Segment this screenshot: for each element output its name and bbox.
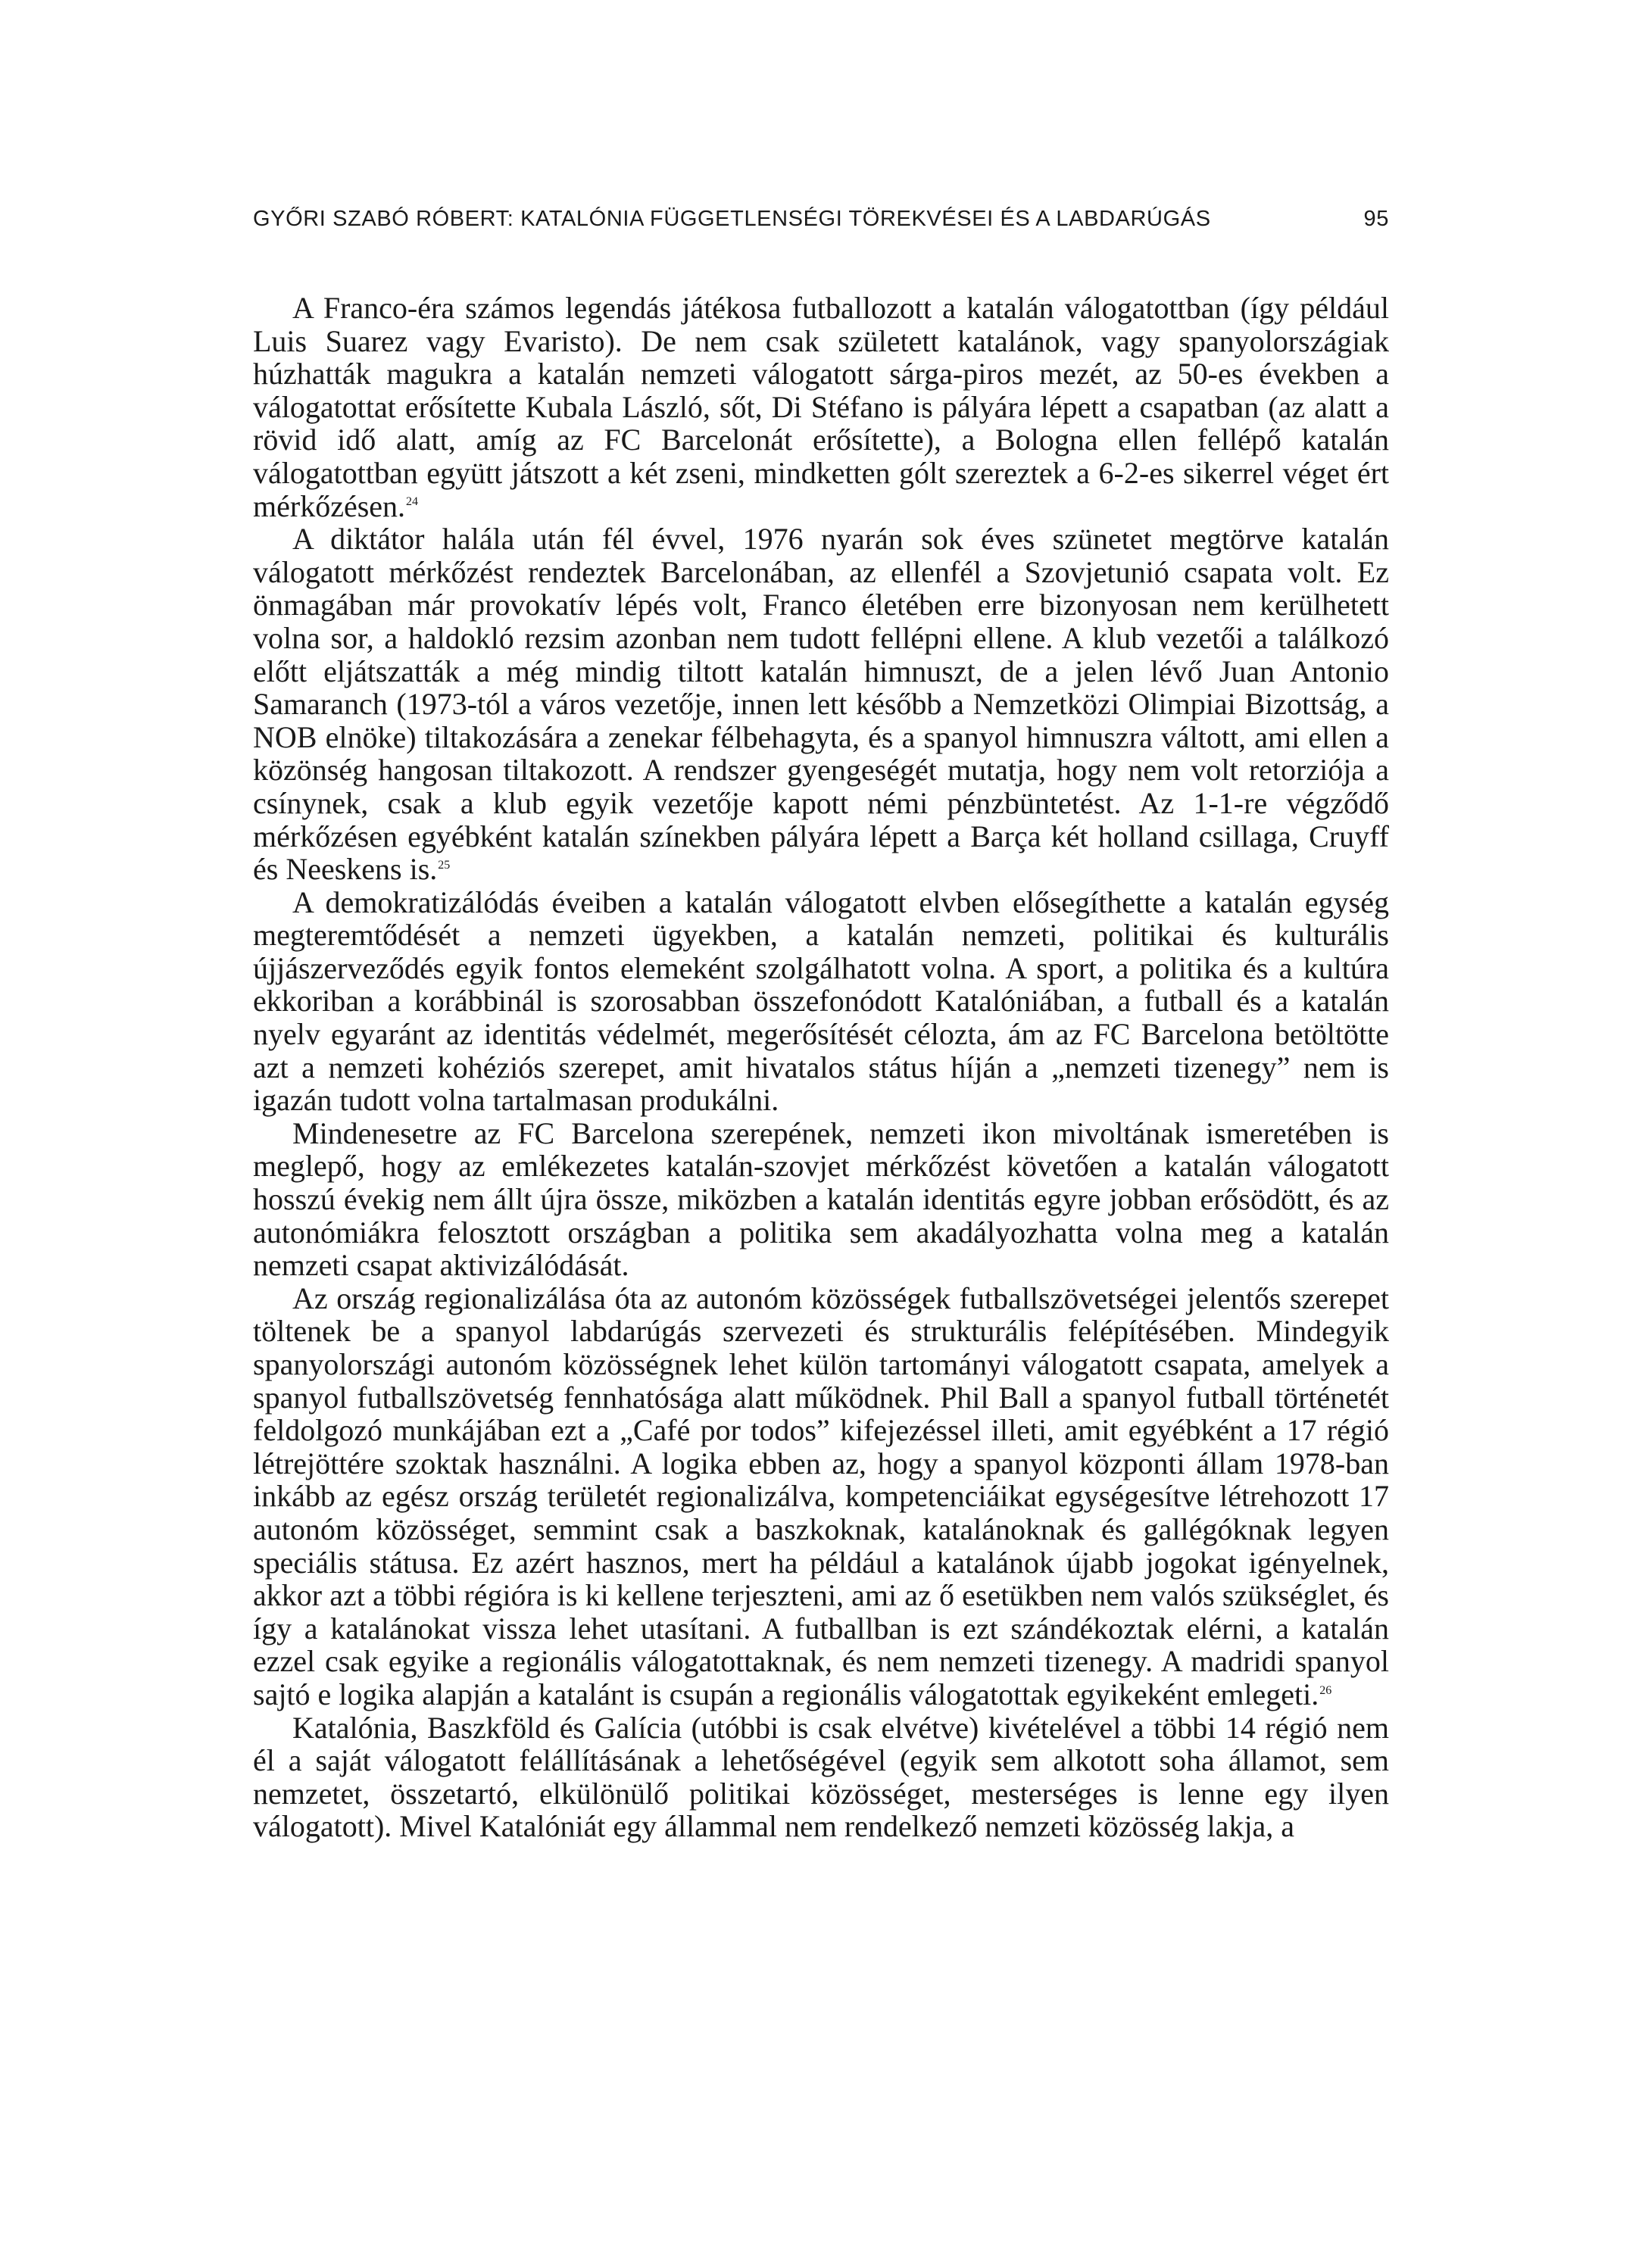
paragraph [253,886,1389,1117]
page-number: 95 [1363,207,1389,231]
paragraph [253,1282,1389,1711]
paragraph [253,1117,1389,1282]
header-title: GYŐRI SZABÓ RÓBERT: KATALÓNIA FÜGGETLENSÉGI TÖREKVÉSEI ÉS A LABDARÚGÁS [253,207,1211,231]
paragraph [253,1711,1389,1843]
footnote-ref: 24 [406,495,419,509]
body-text [253,292,1389,1843]
paragraph-text: A diktátor halála után fél évvel, 1976 nyarán sok éves szünetet megtörve katalán válogatott mérkőzést rendeztek Barcelonában, az ellenfél a Szovjetunió csapata volt. Ez önmagában már provokatív lépés volt, Franco életében erre bizonyosan nem kerülhetett volna sor, a haldokló rezsim azonban nem tudott fellépni ellene. A klub vezetői a találkozó előtt eljátszatták a még mindig tiltott katalán himnuszt, de a jelen lévő Juan Antonio Samaranch (1973-tól a város vezetője, innen lett később a Nemzetközi Olimpiai Bizottság, a NOB elnöke) tiltakozására a zenekar félbehagyta, és a spanyol himnuszra váltott, ami ellen a közönség hangosan tiltakozott. A rendszer gyengeségét mutatja, hogy nem volt retorziója a csínynek, csak a klub egyik vezetője kapott némi pénzbüntetést. Az 1-1-re végződő mérkőzésen egyébként katalán színekben pályára lépett a Barça két holland csillaga, Cruyff és Neeskens is. [253,522,1389,887]
paragraph [253,292,1389,523]
footnote-ref: 26 [1319,1683,1332,1697]
paragraph-text: Katalónia, Baszkföld és Galícia (utóbbi is csak elvétve) kivételével a többi 14 régió nem él a saját válogatott felállításának a lehetőségével (egyik sem alkotott soha államot, sem nemzetet, összetartó, elkülönülő politikai közösséget, mesterséges is lenne egy ilyen válogatott). Mivel Katalóniát egy állammal nem rendelkező nemzeti közösség lakja, a [253,1710,1389,1844]
paragraph-text: A demokratizálódás éveiben a katalán válogatott elvben elősegíthette a katalán egység megteremtődését a nemzeti ügyekben, a katalán nemzeti, politikai és kulturális újjászerveződés egyik fontos elemeként szolgálhatott volna. A sport, a politika és a kultúra ekkoriban a korábbinál is szorosabban összefonódott Katalóniában, a futball és a katalán nyelv egyaránt az identitás védelmét, megerősítését célozta, ám az FC Barcelona betöltötte azt a nemzeti kohéziós szerepet, amit hivatalos státus híján a „nemzeti tizenegy” nem is igazán tudott volna tartalmasan produkálni. [253,884,1389,1118]
paragraph [253,523,1389,886]
paragraph-text: Mindenesetre az FC Barcelona szerepének, nemzeti ikon mivoltának ismeretében is meglepő, hogy az emlékezetes katalán-szovjet mérkőzést követően a katalán válogatott hosszú évekig nem állt újra össze, miközben a katalán identitás egyre jobban erősödött, és az autonómiákra felosztott országban a politika sem akadályozhatta volna meg a katalán nemzeti csapat aktivizálódását. [253,1115,1389,1283]
footnote-ref: 25 [438,858,451,872]
paragraph-text: A Franco-éra számos legendás játékosa futballozott a katalán válogatottban (így például Luis Suarez vagy Evaristo). De nem csak született katalánok, vagy spanyolországiak húzhatták magukra a katalán nemzeti válogatott sárga-piros mezét, az 50-es években a válogatottat erősítette Kubala László, sőt, Di Stéfano is pályára lépett a csapatban (az alatt a rövid idő alatt, amíg az FC Barcelonát erősítette), a Bologna ellen fellépő katalán válogatottban együtt játszott a két zseni, mindketten gólt szereztek a 6-2-es sikerrel véget ért mérkőzésen. [253,291,1389,523]
running-header [253,201,1389,236]
paragraph-text: Az ország regionalizálása óta az autonóm közösségek futballszövetségei jelentős szerepet töltenek be a spanyol labdarúgás szervezeti és strukturális felépítésében. Mindegyik spanyolországi autonóm közösségnek lehet külön tartományi válogatott csapata, amelyek a spanyol futballszövetség fennhatósága alatt működnek. Phil Ball a spanyol futball történetét feldolgozó munkájában ezt a „Café por todos” kifejezéssel illeti, amit egyébként a 17 régió létrejöttére szoktak használni. A logika ebben az, hogy a spanyol központi állam 1978-ban inkább az egész ország területét regionalizálva, kompetenciáikat egységesítve létrehozott 17 autonóm közösséget, semmint csak a baszkoknak, katalánoknak és gallégóknak legyen speciális státusa. Ez azért hasznos, mert ha például a katalánok újabb jogokat igényelnek, akkor azt a többi régióra is ki kellene terjeszteni, ami az ő esetükben nem valós szükséglet, és így a katalánokat vissza lehet utasítani. A futballban is ezt szándékoztak elérni, a katalán ezzel csak egyike a regionális válogatottaknak, és nem nemzeti tizenegy. A madridi spanyol sajtó e logika alapján a katalánt is csupán a regionális válogatottak egyikeként emlegeti. [253,1281,1389,1711]
